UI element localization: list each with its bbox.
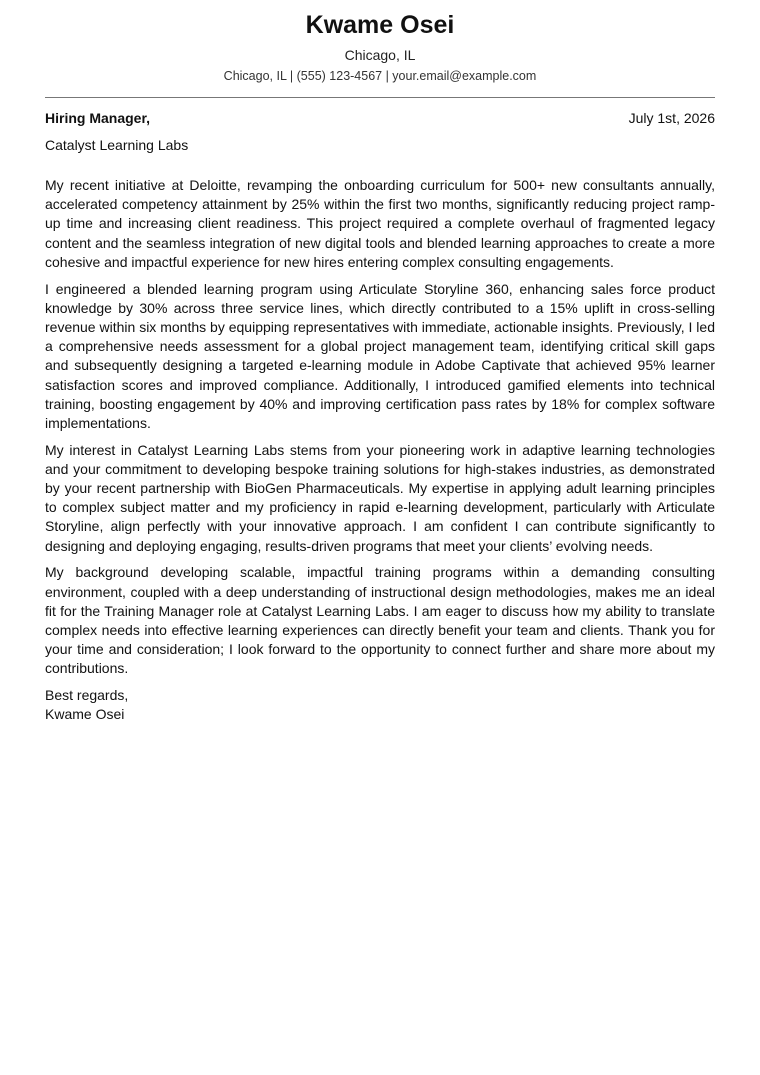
applicant-name: Kwame Osei: [305, 11, 455, 39]
applicant-contact-line: Chicago, IL | (555) 123-4567 | your.email@example.com: [223, 69, 537, 83]
recipient-salutation: Hiring Manager,: [45, 110, 151, 126]
body-paragraph-4: My background developing scalable, impactful training programs within a demanding consulting environment, coupled with a deep understanding of instructional design methodologies, makes me an ideal fit for the Training Manager role at Catalyst Learning Labs. I am eager to discuss how my ability to translate complex needs into effective learning experiences can directly benefit your team and clients. Thank you for your time and consideration; I look forward to the opportunity to connect further and share more about my contributions.: [45, 564, 715, 677]
closing-phrase: Best regards,: [45, 687, 129, 704]
body-paragraph-1: My recent initiative at Deloitte, revamping the onboarding curriculum for 500+ new consultants annually, accelerated competency attainment by 25% within the first two months, significantly reducing project ramp-up time and increasing client readiness. This project required a complete overhaul of fragmented legacy content and the seamless integration of new digital tools and blended learning approaches to create a more cohesive and impactful experience for new hires entering complex consulting engagements.: [45, 177, 715, 270]
recipient-date-row: [45, 109, 715, 127]
letter-closing: [45, 686, 715, 724]
letter-body: [45, 176, 715, 679]
body-paragraph-3: My interest in Catalyst Learning Labs stems from your pioneering work in adaptive learning technologies and your commitment to developing bespoke training solutions for high-stakes industries, as demonstrated by your recent partnership with BioGen Pharmaceuticals. My expertise in applying adult learning principles to complex subject matter and my proficiency in rapid e-learning development, particularly with Articulate Storyline, align perfectly with your innovative approach. I am confident I can contribute significantly to designing and deploying engaging, results-driven programs that meet your clients’ evolving needs.: [45, 441, 715, 554]
applicant-city: Chicago, IL: [344, 47, 416, 63]
header-divider: [45, 97, 715, 98]
letter-date: July 1st, 2026: [628, 110, 715, 126]
body-paragraph-2: I engineered a blended learning program using Articulate Storyline 360, enhancing sales force product knowledge by 30% across three service lines, which directly contributed to a 15% uplift in cross-selling revenue within six months by equipping representatives with immediate, actionable insights. Previously, I led a comprehensive needs assessment for a global project management team, identifying critical skill gaps and subsequently designing a targeted e-learning module in Adobe Captivate that achieved 95% learner satisfaction scores and improved compliance. Additionally, I introduced gamified elements into technical training, boosting engagement by 40% and improving certification pass rates by 18% for complex software implementations.: [45, 280, 715, 431]
recipient-company: Catalyst Learning Labs: [45, 137, 189, 153]
signature-name: Kwame Osei: [45, 706, 125, 723]
letter-header: [45, 0, 715, 84]
